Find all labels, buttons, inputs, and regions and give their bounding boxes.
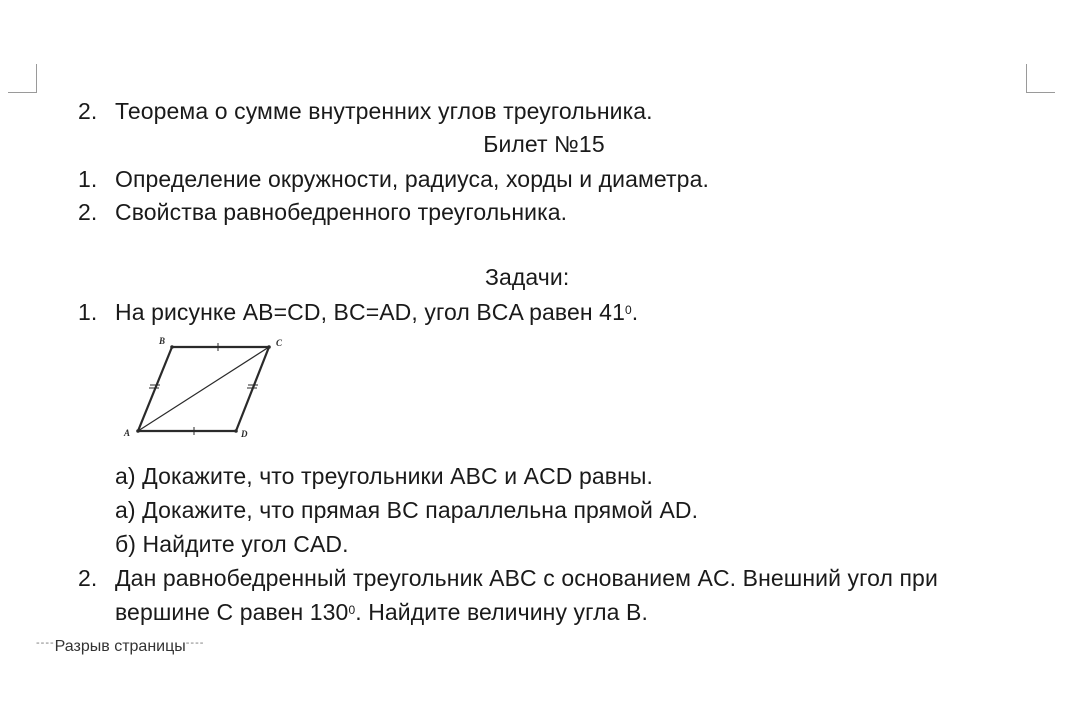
label-d: D (241, 429, 248, 439)
tasks-heading: Задачи: (485, 264, 570, 290)
list-number: 1. (78, 166, 98, 192)
page-break-dash-right: ---- (185, 637, 205, 649)
vertex-b (170, 345, 174, 349)
task-2-line-2-start: вершине C равен 130 (115, 599, 349, 625)
degree-mark: 0 (348, 603, 356, 617)
task-1-subpart-b: б) Найдите угол CAD. (115, 531, 349, 557)
task-1-text (115, 298, 638, 326)
label-a: A (124, 428, 131, 438)
ticket-title: Билет №15 (483, 131, 605, 157)
margin-corner-right (1026, 64, 1055, 93)
task-2 (0, 564, 1080, 626)
task-2-line-1: Дан равнобедренный треугольник ABC с основанием AC. Внешний угол при (115, 565, 938, 591)
list-number: 1. (78, 299, 98, 325)
list-number: 2. (78, 199, 98, 225)
list-number: 2. (78, 565, 98, 591)
label-b: B (159, 336, 166, 346)
side-ab (138, 347, 172, 431)
theory-item-2 (0, 198, 1080, 226)
list-text: Свойства равнобедренного треугольника. (115, 199, 568, 225)
label-c: C (276, 338, 283, 348)
task-1 (0, 298, 1080, 326)
theory-item-1 (0, 165, 1080, 193)
task-1-subpart-a1: а) Докажите, что треугольники ABC и ACD равны. (115, 463, 654, 489)
page-break-dash-left: ---- (36, 637, 55, 649)
margin-corner-left (8, 64, 37, 93)
list-text: Определение окружности, радиуса, хорды и диаметра. (115, 166, 709, 192)
task-1-subpart-a2: а) Докажите, что прямая BC параллельна прямой AD. (115, 497, 699, 523)
page-break-label: Разрыв страницы (54, 638, 186, 655)
list-number: 2. (78, 98, 98, 124)
vertex-c (267, 345, 271, 349)
side-cd (236, 347, 269, 431)
diagonal-ac (138, 347, 269, 431)
vertex-a (136, 429, 140, 433)
task-2-line-2-end: . Найдите величину угла B. (355, 599, 648, 625)
prev-item (0, 97, 1080, 125)
list-text: Теорема о сумме внутренних углов треугольника. (115, 98, 653, 124)
vertex-d (234, 429, 238, 433)
parallelogram-figure (118, 333, 298, 445)
page-break-marker (36, 638, 204, 656)
task-1-statement: На рисунке AB=CD, BC=AD, угол BCA равен 41 (115, 299, 625, 325)
task-1-end: . (631, 299, 639, 325)
task-2-line-2 (115, 598, 648, 626)
degree-mark: 0 (624, 303, 632, 317)
